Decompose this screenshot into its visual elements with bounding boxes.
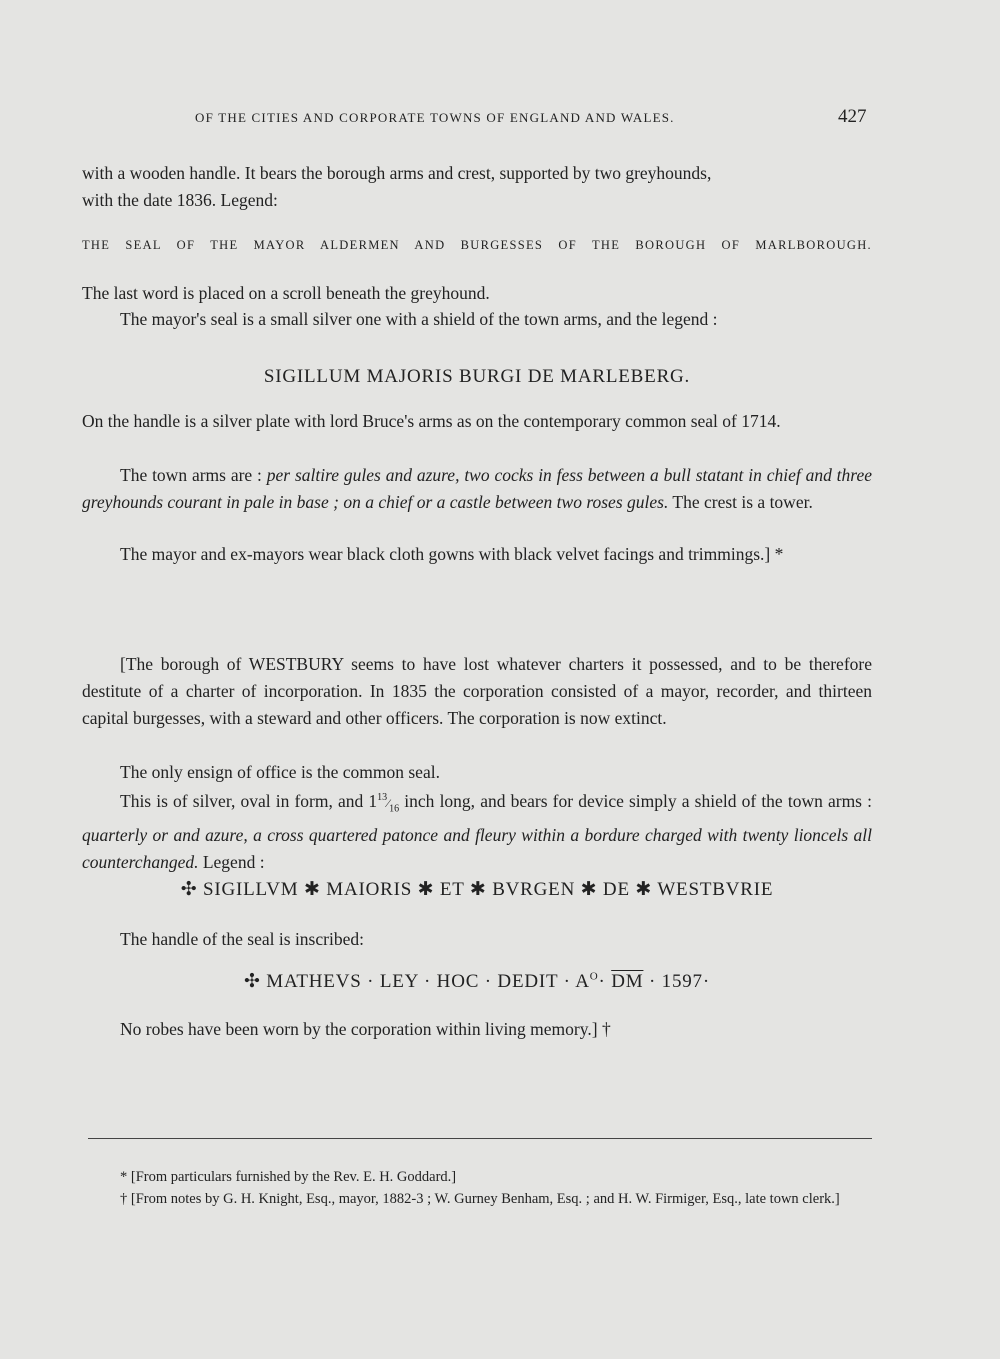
page-number: 427: [838, 106, 867, 127]
text-run: Legend :: [198, 852, 265, 873]
common-seal-legend: THE SEAL OF THE MAYOR ALDERMEN AND BURGESSES OF THE BOROUGH OF MARLBOROUGH.: [82, 238, 872, 252]
paragraph: [82, 160, 872, 214]
inscription-run: ·: [598, 971, 612, 992]
handle-inscription: [82, 970, 872, 993]
paragraph: The last word is placed on a scroll beneath the greyhound.: [82, 283, 490, 303]
inscription-run: · 1597·: [643, 971, 710, 992]
inscription-abbreviation: $\overline{DM}$: [611, 971, 644, 992]
footnote-rule: [88, 1138, 872, 1139]
mayor-seal-legend: SIGILLUM MAJORIS BURGI DE MARLEBERG.: [263, 366, 691, 387]
westbury-seal-legend: ✣ SIGILLVM ✱ MAIORIS ✱ ET ✱ BVRGEN ✱ DE ✱ WESTBVRIE: [180, 879, 774, 900]
paragraph: The only ensign of office is the common seal.: [120, 762, 440, 782]
footnote: † [From notes by G. H. Knight, Esq., mayor, 1882-3 ; W. Gurney Benham, Esq. ; and H. W. Firmiger, Esq., late town clerk.]: [120, 1191, 840, 1207]
paragraph-line: with a wooden handle. It bears the borough arms and crest, supported by two greyhounds,: [82, 163, 712, 183]
paragraph: The mayor and ex-mayors wear black cloth gowns with black velvet facings and trimmings.] *: [120, 544, 784, 564]
blazon: quarterly or and azure, a cross quartered patonce and fleury within a bordure charged with twenty lioncels all counterchanged.: [82, 825, 872, 873]
paragraph: The handle of the seal is inscribed:: [120, 929, 364, 949]
footnote: * [From particulars furnished by the Rev. E. H. Goddard.]: [120, 1169, 457, 1185]
paragraph: The mayor's seal is a small silver one with a shield of the town arms, and the legend :: [120, 309, 718, 329]
blazon: per saltire gules and azure, two cocks in fess between a bull statant in chief and three greyhounds courant in pale in base ; on a chief or a castle between two roses gules.: [82, 465, 872, 512]
text-run: The town arms are :: [120, 465, 267, 485]
paragraph: [The borough of WESTBURY seems to have lost whatever charters it possessed, and to be therefore destitute of a charter of incorporation. In 1835 the corporation consisted of a mayor, recorder, and thirteen capital burgesses, with a steward and other officers. The corporation is now extinct.: [82, 654, 872, 728]
paragraph: No robes have been worn by the corporation within living memory.] †: [120, 1019, 611, 1039]
running-title: OF THE CITIES AND CORPORATE TOWNS OF ENGLAND AND WALES.: [195, 110, 675, 125]
inscription-superscript: O: [589, 970, 599, 983]
paragraph: [82, 462, 872, 516]
text-run: This is of silver, oval in form, and 1: [120, 790, 378, 811]
paragraph: On the handle is a silver plate with lord Bruce's arms as on the contemporary common seal of 1714.: [82, 411, 781, 431]
fraction-numerator: 13: [377, 792, 388, 803]
paragraph-line: with the date 1836. Legend:: [82, 190, 278, 210]
text-run: The crest is a tower.: [668, 492, 813, 512]
text-run: inch long, and bears for device simply a shield of the town arms :: [399, 790, 872, 811]
inscription-run: ✣ MATHEVS · LEY · HOC · DEDIT · A: [244, 971, 590, 992]
fraction-denominator: 16: [389, 803, 400, 815]
footnotes: [82, 1166, 872, 1210]
paragraph: This is of silver, oval in form, and $1^{13}⁄_{16}$ inch long, and bears for device simply a shield of the town arms : quarterly or and azure, a cross quartered patonce and fleury within a bordure charged with twenty lioncels all counterchanged. Legend :: [82, 790, 872, 873]
